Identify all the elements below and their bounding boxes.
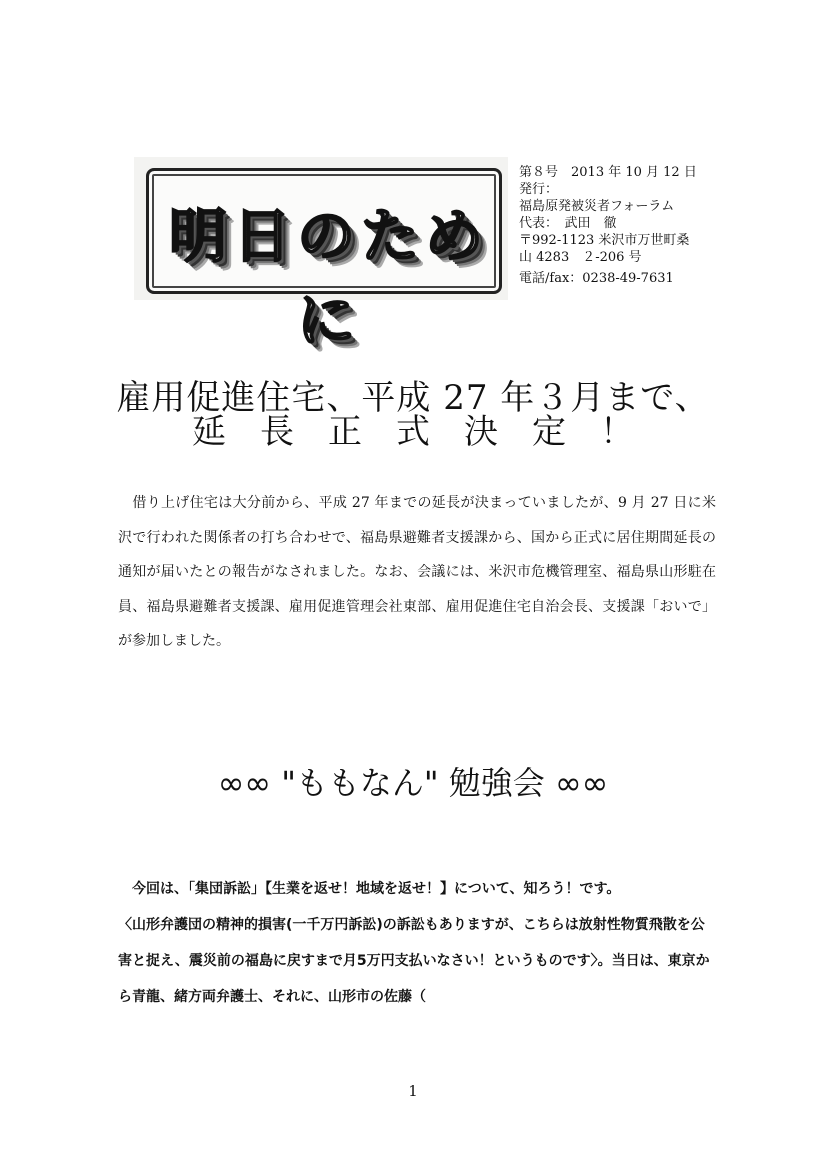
address-line-2: 山 4283 ２-206 号 [519, 250, 642, 265]
section-paragraph-1-text: 今回は、「集団訴訟」【生業を返せ！地域を返せ！】について、知ろう！です。 [132, 881, 621, 897]
issue-info [519, 164, 719, 287]
address-line-1: 〒992-1123 米沢市万世町桑 [519, 233, 690, 248]
phone-fax: 電話/fax：0238-49-7631 [519, 271, 674, 286]
article-body [118, 486, 716, 659]
section-paragraph-1 [118, 871, 718, 907]
section-paragraph-2: 〈山形弁護団の精神的損害(一千万円訴訟)の訴訟もありますが、こちらは放射性物質飛散を公害と捉え、震災前の福島に戻すまで月5万円支払いなさい！というものです〉。当日は、東京から青龍、緒方両弁護士、それに、山形市の佐藤（ [118, 917, 710, 1005]
issue-line: 第８号 2013 年 10 月 12 日 [519, 165, 697, 180]
section-body [118, 871, 718, 1015]
publisher-label: 発行： [519, 182, 559, 197]
publisher-name: 福島原発被災者フォーラム [519, 199, 675, 214]
section-title: ∞∞ "ももなん" 勉強会 ∞∞ [217, 764, 609, 802]
page-number: 1 [408, 1082, 418, 1100]
article-text: 借り上げ住宅は大分前から、平成 27 年までの延長が決まっていましたが、9 月 27 日に米沢で行われた関係者の打ち合わせで、福島県避難者支援課から、国から正式に居住期間延長の通知が届いたとの報告がなされました。なお、会議には、米沢市危機管理室、福島県山形駐在員、福島県避難者支援課、雇用促進管理会社東部、雇用促進住宅自治会長、支援課「おいで」が参加しました。 [118, 495, 716, 649]
headline-line-2: 延長正式決定！ [192, 412, 668, 452]
masthead-logo [134, 157, 508, 354]
headline-line-1: 雇用促進住宅、平成 27 年３月まで、 [116, 378, 710, 418]
logo-text: 明日のために [168, 202, 489, 354]
representative: 代表： 武田 徹 [519, 216, 617, 231]
logo-frame [146, 168, 502, 354]
